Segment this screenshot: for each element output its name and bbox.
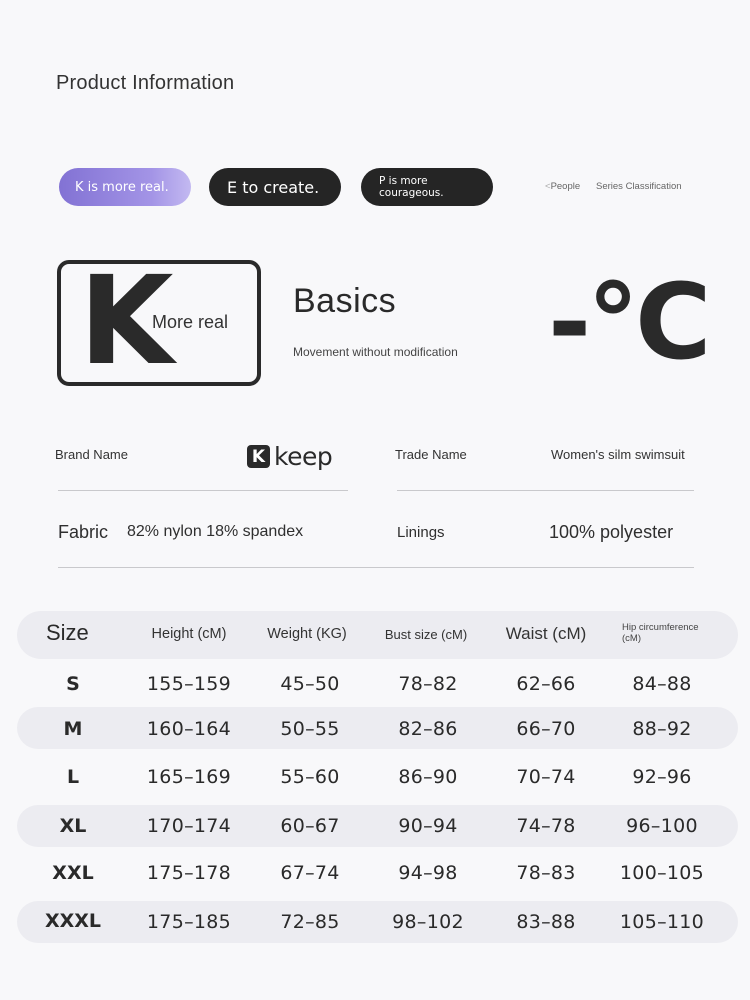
e-tag-pill — [209, 168, 341, 206]
brand-name-label: Brand Name — [55, 447, 128, 462]
table-cell: 50–55 — [280, 718, 340, 740]
p-tag-label-line2: courageous. — [379, 187, 444, 199]
size-label: S — [66, 673, 80, 695]
table-cell: 78–83 — [516, 862, 576, 884]
header-hip: Hip circumference (cM) — [622, 622, 699, 644]
temperature-mark: -°C — [548, 261, 708, 383]
k-badge-text: More real — [152, 312, 229, 332]
table-cell: 98–102 — [392, 911, 464, 933]
table-cell: 62–66 — [516, 673, 576, 695]
header-bust: Bust size (cM) — [384, 627, 468, 642]
series-people-label: People — [550, 181, 581, 192]
basics-subtitle: Movement without modification — [293, 345, 458, 359]
table-cell: 175–185 — [146, 911, 232, 933]
table-cell: 55–60 — [280, 766, 340, 788]
keep-logo-mark: K — [247, 445, 270, 468]
size-label: XXXL — [44, 910, 102, 932]
table-cell: 70–74 — [516, 766, 576, 788]
table-cell: 82–86 — [398, 718, 458, 740]
table-cell: 96–100 — [626, 815, 698, 837]
table-cell: 86–90 — [398, 766, 458, 788]
header-waist: Waist (cM) — [505, 624, 587, 643]
k-badge — [57, 250, 261, 392]
k-letter: K — [79, 250, 174, 392]
header-weight: Weight (KG) — [267, 626, 347, 642]
table-cell: 92–96 — [632, 766, 692, 788]
table-cell: 83–88 — [516, 911, 576, 933]
header-size: Size — [46, 620, 89, 645]
page-title: Product Information — [56, 72, 235, 94]
e-tag-label: E to create. — [227, 177, 320, 197]
linings-value: 100% polyester — [549, 522, 674, 542]
keep-logo — [247, 442, 332, 471]
table-cell: 170–174 — [146, 815, 232, 837]
table-cell: 72–85 — [280, 911, 340, 933]
linings-label: Linings — [397, 524, 445, 541]
table-cell: 67–74 — [280, 862, 340, 884]
table-cell: 74–78 — [516, 815, 576, 837]
table-cell: 165–169 — [146, 766, 232, 788]
divider — [58, 490, 348, 491]
size-label: L — [66, 766, 80, 788]
divider — [397, 490, 694, 491]
table-cell: 66–70 — [516, 718, 576, 740]
table-cell: 155–159 — [146, 673, 232, 695]
size-label: XL — [59, 815, 87, 837]
basics-title: Basics — [293, 282, 397, 320]
k-tag-label: K is more real. — [75, 179, 169, 195]
table-cell: 45–50 — [280, 673, 340, 695]
fabric-value: 82% nylon 18% spandex — [127, 523, 304, 540]
size-label: M — [63, 718, 83, 740]
series-people-link[interactable] — [545, 181, 580, 192]
table-cell: 100–105 — [619, 862, 705, 884]
table-cell: 84–88 — [632, 673, 692, 695]
table-cell: 105–110 — [619, 911, 705, 933]
trade-name-label: Trade Name — [395, 447, 467, 462]
chevron-left-icon: < — [545, 181, 551, 192]
divider — [58, 567, 694, 568]
table-cell: 94–98 — [398, 862, 458, 884]
series-classification-label: Series Classification — [596, 181, 682, 192]
table-cell: 88–92 — [632, 718, 692, 740]
trade-name-value: Women's silm swimsuit — [551, 447, 685, 462]
table-cell: 60–67 — [280, 815, 340, 837]
fabric-label: Fabric — [58, 522, 109, 542]
table-cell: 160–164 — [146, 718, 232, 740]
table-cell: 90–94 — [398, 815, 458, 837]
size-label: XXL — [52, 862, 94, 884]
p-tag-pill — [361, 168, 493, 206]
header-height: Height (cM) — [151, 626, 227, 642]
k-tag-pill — [59, 168, 191, 206]
p-tag-label-line1: P is more — [379, 175, 428, 187]
keep-logo-text: keep — [274, 442, 333, 471]
table-cell: 175–178 — [146, 862, 232, 884]
table-cell: 78–82 — [398, 673, 458, 695]
